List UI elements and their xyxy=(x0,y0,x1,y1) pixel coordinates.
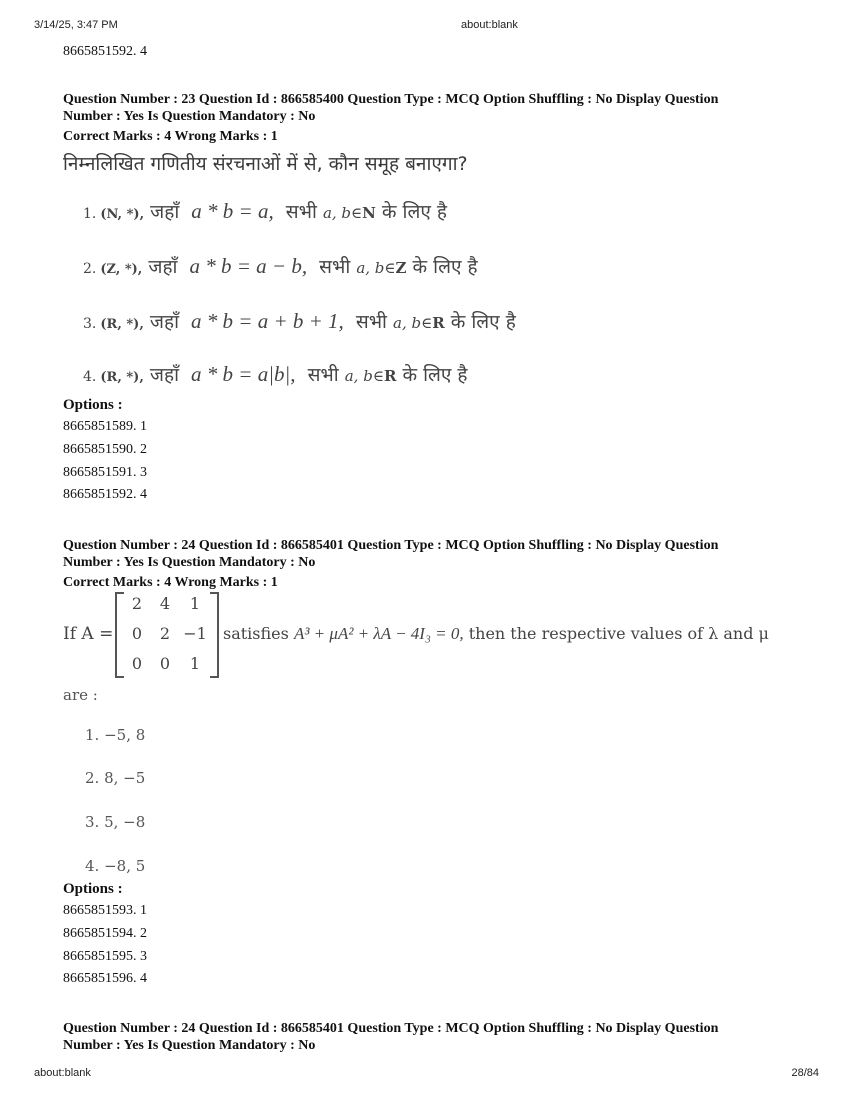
q24-then-text: then the respective values of λ and μ xyxy=(468,624,769,643)
choice-tail: के लिए है xyxy=(450,311,516,333)
choice-in: ∈ xyxy=(372,367,384,385)
q24-option-row: 8665851595. 3 xyxy=(63,949,147,964)
q24-option-row: 8665851593. 1 xyxy=(63,903,147,918)
q24-repeat-meta-line2: Number : Yes Is Question Mandatory : No xyxy=(63,1038,316,1053)
print-footer-url: about:blank xyxy=(34,1067,91,1079)
q24-repeat-meta-line1: Question Number : 24 Question Id : 866585401 Question Type : MCQ Option Shuffling : No Display Question xyxy=(63,1021,719,1036)
choice-vars: a, b xyxy=(322,204,352,222)
q23-option-row: 8665851590. 2 xyxy=(63,442,147,457)
matrix-cell: 0 xyxy=(131,654,143,673)
choice-number: 2. xyxy=(83,261,97,277)
print-page-number: 28/84 xyxy=(791,1067,819,1079)
q23-marks: Correct Marks : 4 Wrong Marks : 1 xyxy=(63,129,278,144)
choice-expression: a * b = a, xyxy=(191,199,274,223)
matrix-a xyxy=(115,592,219,678)
choice-number: 4. xyxy=(83,369,97,385)
choice-setname: Z xyxy=(395,259,407,277)
q24-meta xyxy=(63,537,793,571)
q24-are: are : xyxy=(63,686,98,704)
q23-options-label: Options : xyxy=(63,397,123,413)
q24-choice-2: 2. 8, −5 xyxy=(85,769,146,787)
matrix-cell: 0 xyxy=(131,624,143,643)
q24-choice-4: 4. −8, 5 xyxy=(85,857,146,875)
choice-expression: a * b = a|b|, xyxy=(191,362,296,386)
matrix-cell: 4 xyxy=(159,594,171,613)
q23-option-row: 8665851591. 3 xyxy=(63,465,147,480)
q24-lead: If A = xyxy=(63,624,114,644)
choice-jahan: जहाँ xyxy=(148,256,178,278)
choice-vars: a, b xyxy=(393,314,422,332)
q23-choice-1 xyxy=(83,198,447,224)
q24-marks: Correct Marks : 4 Wrong Marks : 1 xyxy=(63,575,278,590)
choice-tail: के लिए है xyxy=(412,256,478,278)
q24-equation: A³ + μA² + λA − 4I₃ = 0, xyxy=(293,624,464,643)
choice-in: ∈ xyxy=(351,204,363,222)
choice-tail: के लिए है xyxy=(381,201,447,223)
choice-tail: के लिए है xyxy=(402,364,468,386)
choice-setname: R xyxy=(432,314,445,332)
choice-jahan: जहाँ xyxy=(149,311,179,333)
choice-number: 1. xyxy=(83,206,97,222)
choice-sabhi: सभी xyxy=(355,311,387,333)
choice-jahan: जहाँ xyxy=(149,364,179,386)
choice-sabhi: सभी xyxy=(319,256,351,278)
choice-vars: a, b xyxy=(356,259,385,277)
q23-choice-3 xyxy=(83,308,516,334)
q24-equation-line xyxy=(223,624,769,644)
q23-question-text: निम्नलिखित गणितीय संरचनाओं में से, कौन समूह बनाएगा? xyxy=(63,153,468,175)
matrix-cell: 1 xyxy=(189,594,201,613)
q24-option-row: 8665851594. 2 xyxy=(63,926,147,941)
choice-set: (R, *), xyxy=(100,317,144,332)
matrix-cell: 2 xyxy=(131,594,143,613)
q23-choice-2 xyxy=(83,253,478,279)
choice-setname: R xyxy=(383,367,397,385)
q24-question xyxy=(63,592,793,682)
choice-jahan: जहाँ xyxy=(150,201,180,223)
q24-repeat-meta xyxy=(63,1020,793,1054)
q24-option-row: 8665851596. 4 xyxy=(63,971,147,986)
choice-set: (Z, *), xyxy=(100,262,143,277)
choice-in: ∈ xyxy=(421,314,433,332)
carry-option-line: 8665851592. 4 xyxy=(63,44,147,59)
q24-choice-3: 3. 5, −8 xyxy=(85,813,146,831)
choice-number: 3. xyxy=(83,316,97,332)
matrix-cell: −1 xyxy=(183,624,207,643)
q24-choice-1: 1. −5, 8 xyxy=(85,726,146,744)
choice-sabhi: सभी xyxy=(285,201,317,223)
choice-in: ∈ xyxy=(384,259,396,277)
q23-option-row: 8665851592. 4 xyxy=(63,487,147,502)
choice-expression: a * b = a + b + 1, xyxy=(191,309,344,333)
q24-options-label: Options : xyxy=(63,881,123,897)
choice-set: (R, *), xyxy=(100,370,144,385)
print-footer xyxy=(0,1067,850,1083)
matrix-cell: 2 xyxy=(159,624,171,643)
q23-choice-4 xyxy=(83,361,468,387)
choice-set: (N, *), xyxy=(100,207,145,222)
print-title: about:blank xyxy=(461,19,518,31)
q23-option-row: 8665851589. 1 xyxy=(63,419,147,434)
q24-meta-line2: Number : Yes Is Question Mandatory : No xyxy=(63,555,316,570)
print-datetime: 3/14/25, 3:47 PM xyxy=(34,19,118,31)
q23-meta xyxy=(63,91,793,125)
q23-meta-line2: Number : Yes Is Question Mandatory : No xyxy=(63,109,316,124)
choice-setname: N xyxy=(362,204,376,222)
q24-satisfies: satisfies xyxy=(223,624,289,643)
matrix-cell: 1 xyxy=(189,654,201,673)
choice-expression: a * b = a − b, xyxy=(189,254,308,278)
choice-vars: a, b xyxy=(344,367,373,385)
q24-meta-line1: Question Number : 24 Question Id : 866585401 Question Type : MCQ Option Shuffling : No Display Question xyxy=(63,538,719,553)
print-header xyxy=(0,19,850,35)
choice-sabhi: सभी xyxy=(307,364,339,386)
q23-meta-line1: Question Number : 23 Question Id : 866585400 Question Type : MCQ Option Shuffling : No Display Question xyxy=(63,92,719,107)
matrix-cell: 0 xyxy=(159,654,171,673)
